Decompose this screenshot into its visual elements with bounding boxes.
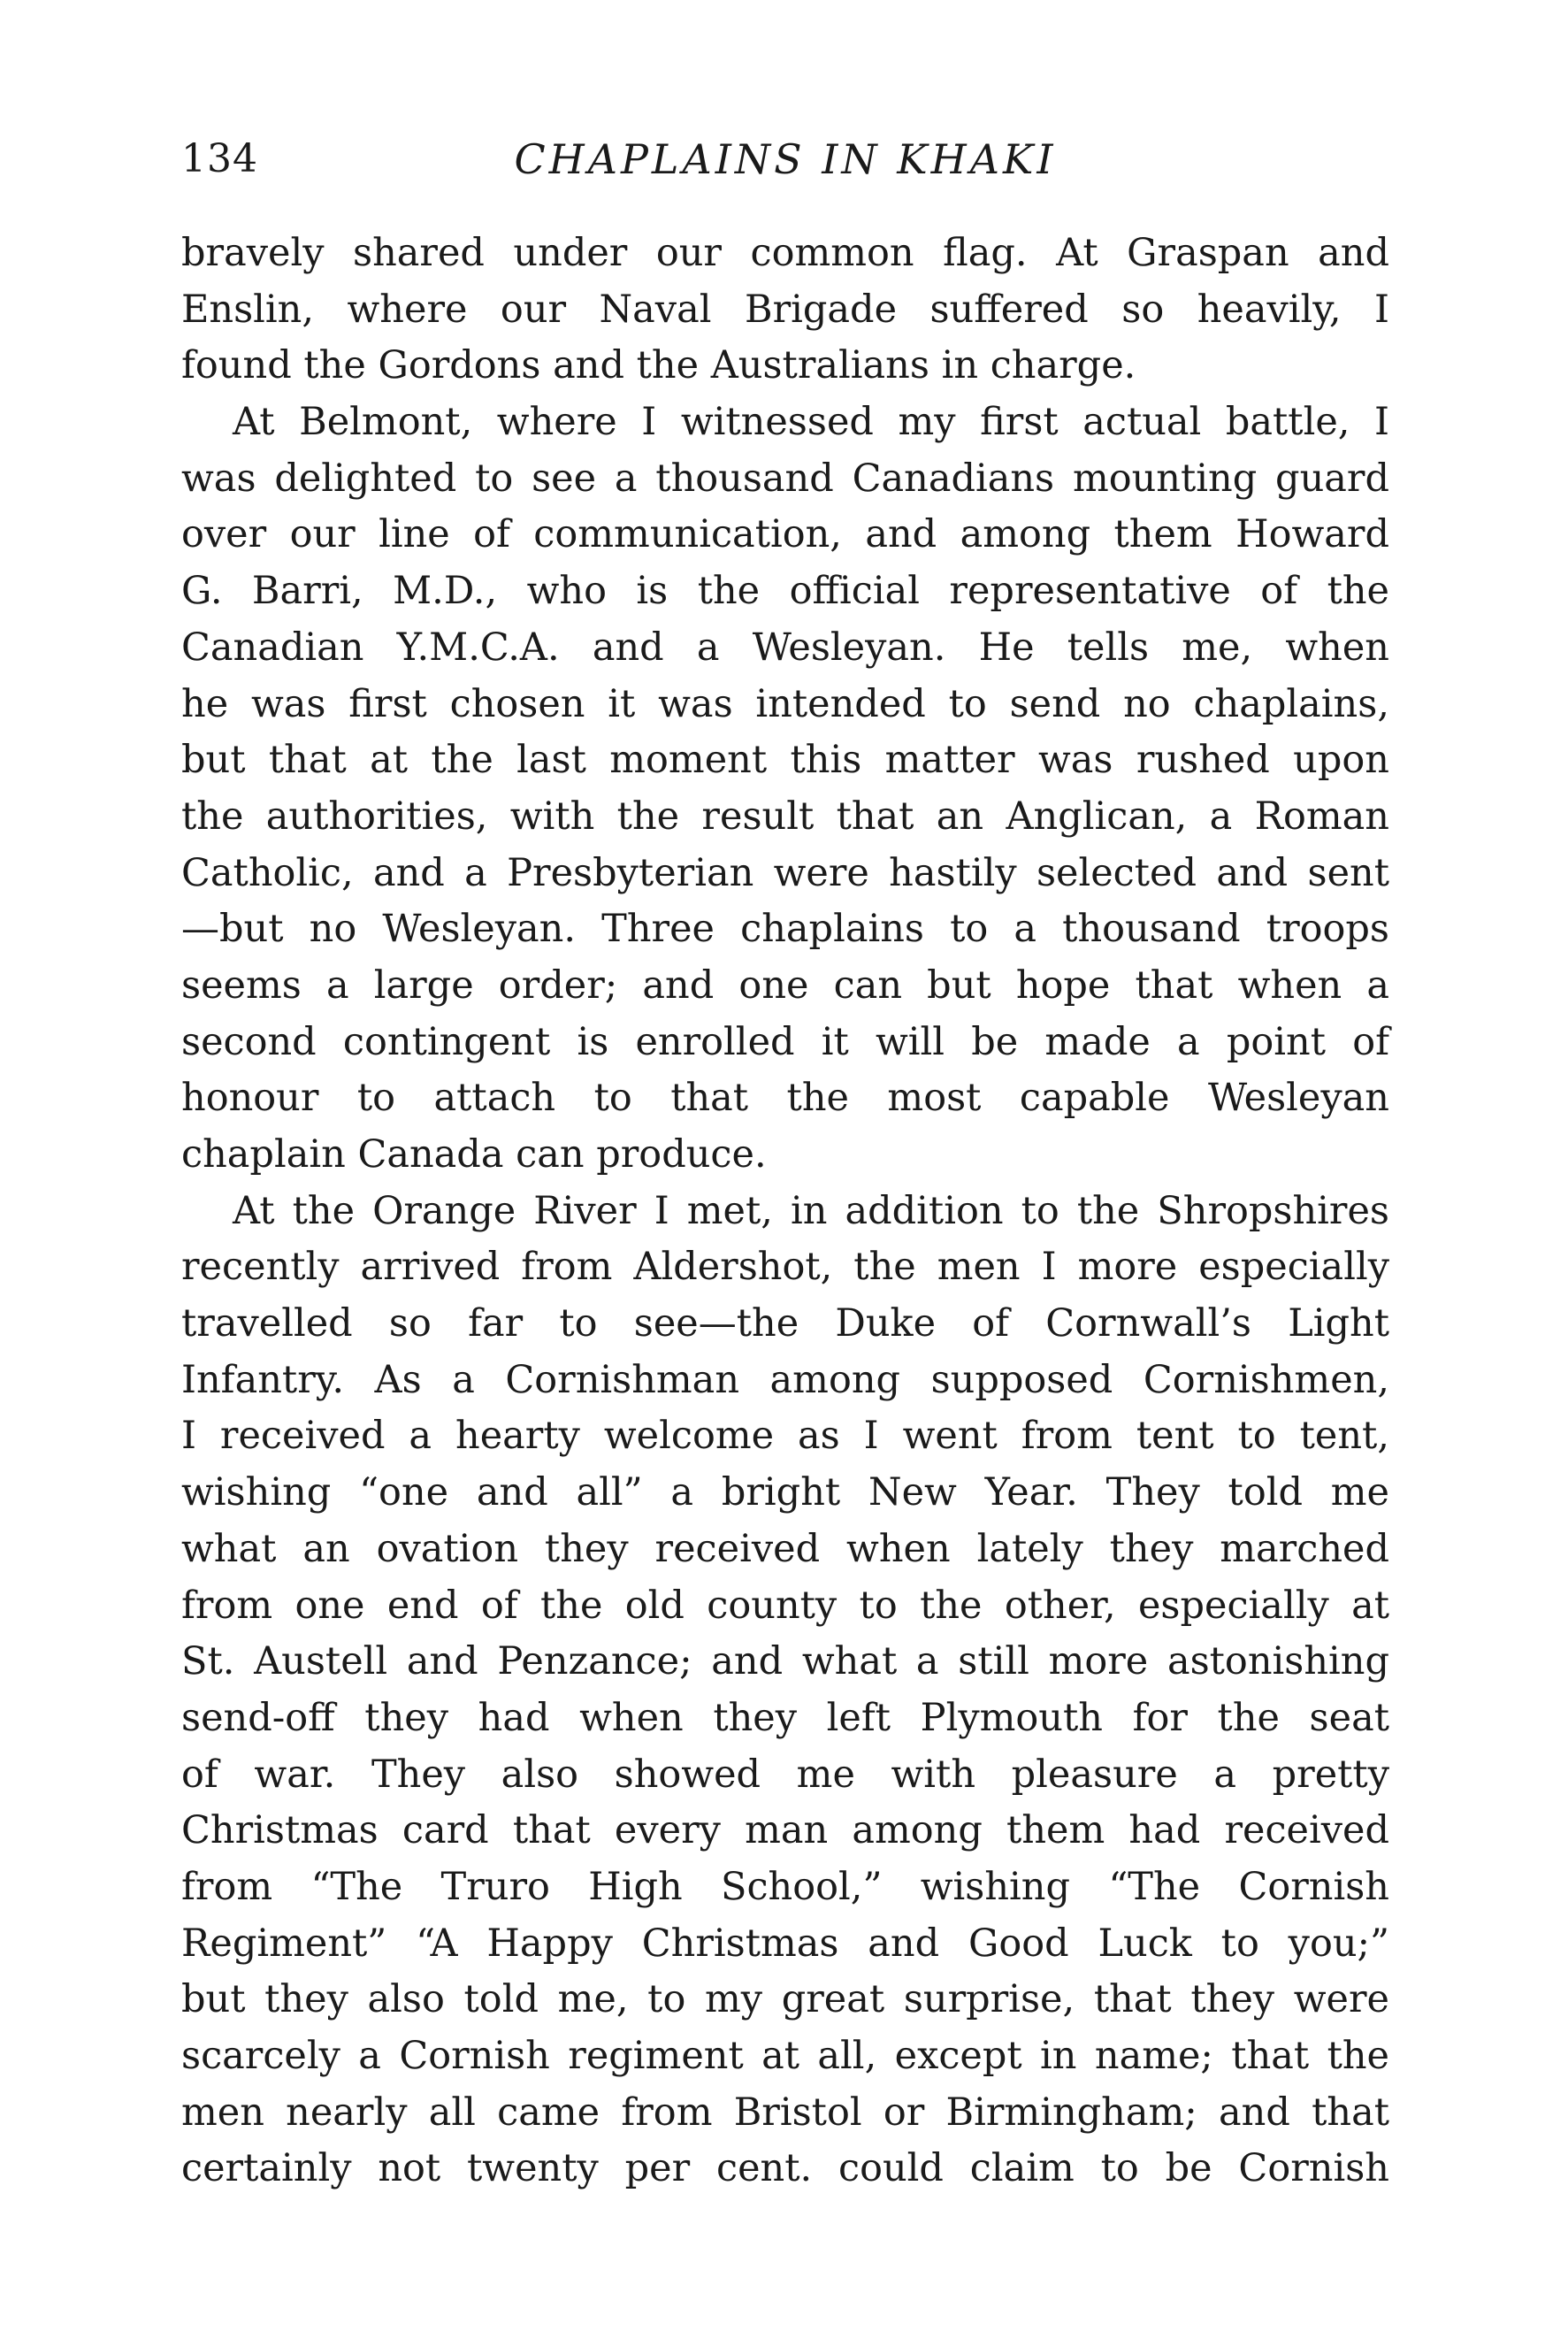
text-line: At Belmont, where I witnessed my first actual battle, I [233, 400, 1389, 445]
text-line: Christmas card that every man among them had received [181, 1808, 1389, 1853]
text-line: Catholic, and a Presbyterian were hastily selected and sent [181, 850, 1389, 895]
body-text [181, 226, 1389, 2197]
text-line: men nearly all came from Bristol or Birmingham; and that [181, 2090, 1389, 2135]
text-line: Canadian Y.M.C.A. and a Wesleyan. He tells me, when [181, 625, 1389, 670]
paragraph-3 [181, 1184, 1389, 2197]
text-line: certainly not twenty per cent. could claim to be Cornish [181, 2146, 1389, 2191]
text-line: from one end of the old county to the other, especially at [181, 1583, 1389, 1628]
text-line: I received a hearty welcome as I went from tent to tent, [181, 1414, 1389, 1459]
paragraph-2 [181, 395, 1389, 1184]
page-number: 134 [181, 136, 258, 181]
text-line: St. Austell and Penzance; and what a still more astonishing [181, 1639, 1389, 1684]
text-line: At the Orange River I met, in addition to the Shropshires [233, 1188, 1389, 1233]
text-line: wishing “one and all” a bright New Year. They told me [181, 1470, 1389, 1515]
text-line: honour to attach to that the most capable Wesleyan [181, 1076, 1389, 1121]
text-line: what an ovation they received when lately they marched [181, 1526, 1389, 1571]
text-line: —but no Wesleyan. Three chaplains to a thousand troops [181, 907, 1389, 952]
text-line: he was first chosen it was intended to send no chaplains, [181, 681, 1389, 726]
text-line: Regiment” “A Happy Christmas and Good Luck to you;” [181, 1921, 1389, 1966]
text-line: Enslin, where our Naval Brigade suffered so heavily, I [181, 287, 1389, 332]
text-line: bravely shared under our common flag. At Graspan and [181, 231, 1389, 275]
text-line: was delighted to see a thousand Canadians mounting guard [181, 456, 1389, 501]
text-line: G. Barri, M.D., who is the official representative of the [181, 569, 1389, 614]
text-line: but that at the last moment this matter was rushed upon [181, 738, 1389, 783]
page-header [181, 128, 1389, 190]
text-line: from “The Truro High School,” wishing “The Cornish [181, 1864, 1389, 1909]
text-line: Infantry. As a Cornishman among supposed Cornishmen, [181, 1357, 1389, 1402]
text-line: of war. They also showed me with pleasure a pretty [181, 1752, 1389, 1797]
text-line: but they also told me, to my great surprise, that they were [181, 1977, 1389, 2022]
text-line: found the Gordons and the Australians in charge. [181, 343, 1136, 388]
text-line: travelled so far to see—the Duke of Cornwall’s Light [181, 1301, 1389, 1346]
text-line: recently arrived from Aldershot, the men I more especially [181, 1245, 1389, 1290]
text-line: scarcely a Cornish regiment at all, except in name; that the [181, 2034, 1389, 2078]
text-line: the authorities, with the result that an Anglican, a Roman [181, 794, 1389, 839]
text-line: seems a large order; and one can but hope that when a [181, 962, 1389, 1008]
text-line: chaplain Canada can produce. [181, 1132, 767, 1177]
text-line: over our line of communication, and among them Howard [181, 512, 1389, 557]
paragraph-1 [181, 226, 1389, 395]
text-line: send-off they had when they left Plymouth for the seat [181, 1695, 1389, 1740]
running-title: CHAPLAINS IN KHAKI [514, 135, 1057, 183]
text-line: second contingent is enrolled it will be made a point of [181, 1019, 1389, 1064]
